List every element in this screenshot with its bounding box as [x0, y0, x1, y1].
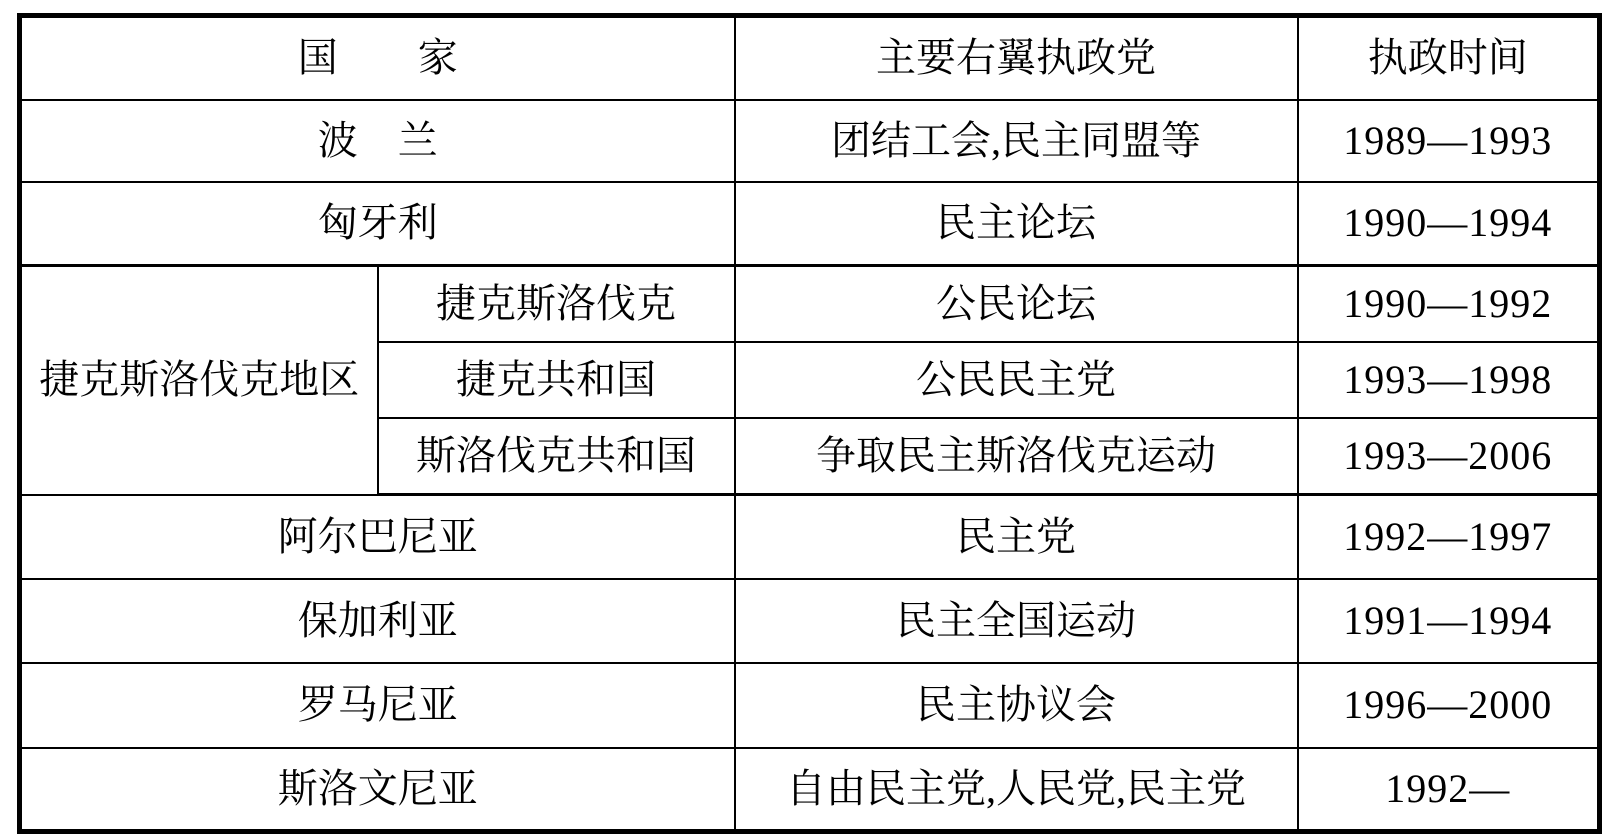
- party-cell: 争取民主斯洛伐克运动: [735, 418, 1298, 495]
- period-cell: 1993—2006: [1298, 418, 1600, 495]
- table-row: [20, 100, 1600, 182]
- table-row: [20, 663, 1600, 748]
- country-cell: 斯洛文尼亚: [20, 748, 735, 832]
- table-row: [20, 579, 1600, 663]
- header-period-cell: 执政时间: [1298, 16, 1600, 100]
- period-cell: 1991—1994: [1298, 579, 1600, 663]
- table-header-row: [20, 16, 1600, 100]
- party-cell: 民主论坛: [735, 182, 1298, 266]
- period-cell: 1993—1998: [1298, 342, 1600, 418]
- party-cell: 公民论坛: [735, 266, 1298, 342]
- country-cell: 阿尔巴尼亚: [20, 495, 735, 579]
- period-cell: 1992—: [1298, 748, 1600, 832]
- table-row: [20, 266, 1600, 342]
- party-cell: 民主党: [735, 495, 1298, 579]
- table-row: [20, 182, 1600, 266]
- header-party-cell: 主要右翼执政党: [735, 16, 1298, 100]
- party-cell: 民主协议会: [735, 663, 1298, 748]
- header-country-cell: 国 家: [20, 16, 735, 100]
- party-cell: 团结工会,民主同盟等: [735, 100, 1298, 182]
- sub-country-cell: 捷克共和国: [378, 342, 735, 418]
- ruling-party-table: [17, 13, 1602, 834]
- sub-country-cell: 斯洛伐克共和国: [378, 418, 735, 495]
- party-cell: 民主全国运动: [735, 579, 1298, 663]
- region-group-cell: 捷克斯洛伐克地区: [20, 266, 378, 495]
- period-cell: 1996—2000: [1298, 663, 1600, 748]
- period-cell: 1990—1994: [1298, 182, 1600, 266]
- party-cell: 公民民主党: [735, 342, 1298, 418]
- country-cell: 波 兰: [20, 100, 735, 182]
- sub-country-cell: 捷克斯洛伐克: [378, 266, 735, 342]
- table-row: [20, 748, 1600, 832]
- party-cell: 自由民主党,人民党,民主党: [735, 748, 1298, 832]
- period-cell: 1992—1997: [1298, 495, 1600, 579]
- country-cell: 罗马尼亚: [20, 663, 735, 748]
- country-cell: 保加利亚: [20, 579, 735, 663]
- period-cell: 1989—1993: [1298, 100, 1600, 182]
- table-row: [20, 495, 1600, 579]
- period-cell: 1990—1992: [1298, 266, 1600, 342]
- country-cell: 匈牙利: [20, 182, 735, 266]
